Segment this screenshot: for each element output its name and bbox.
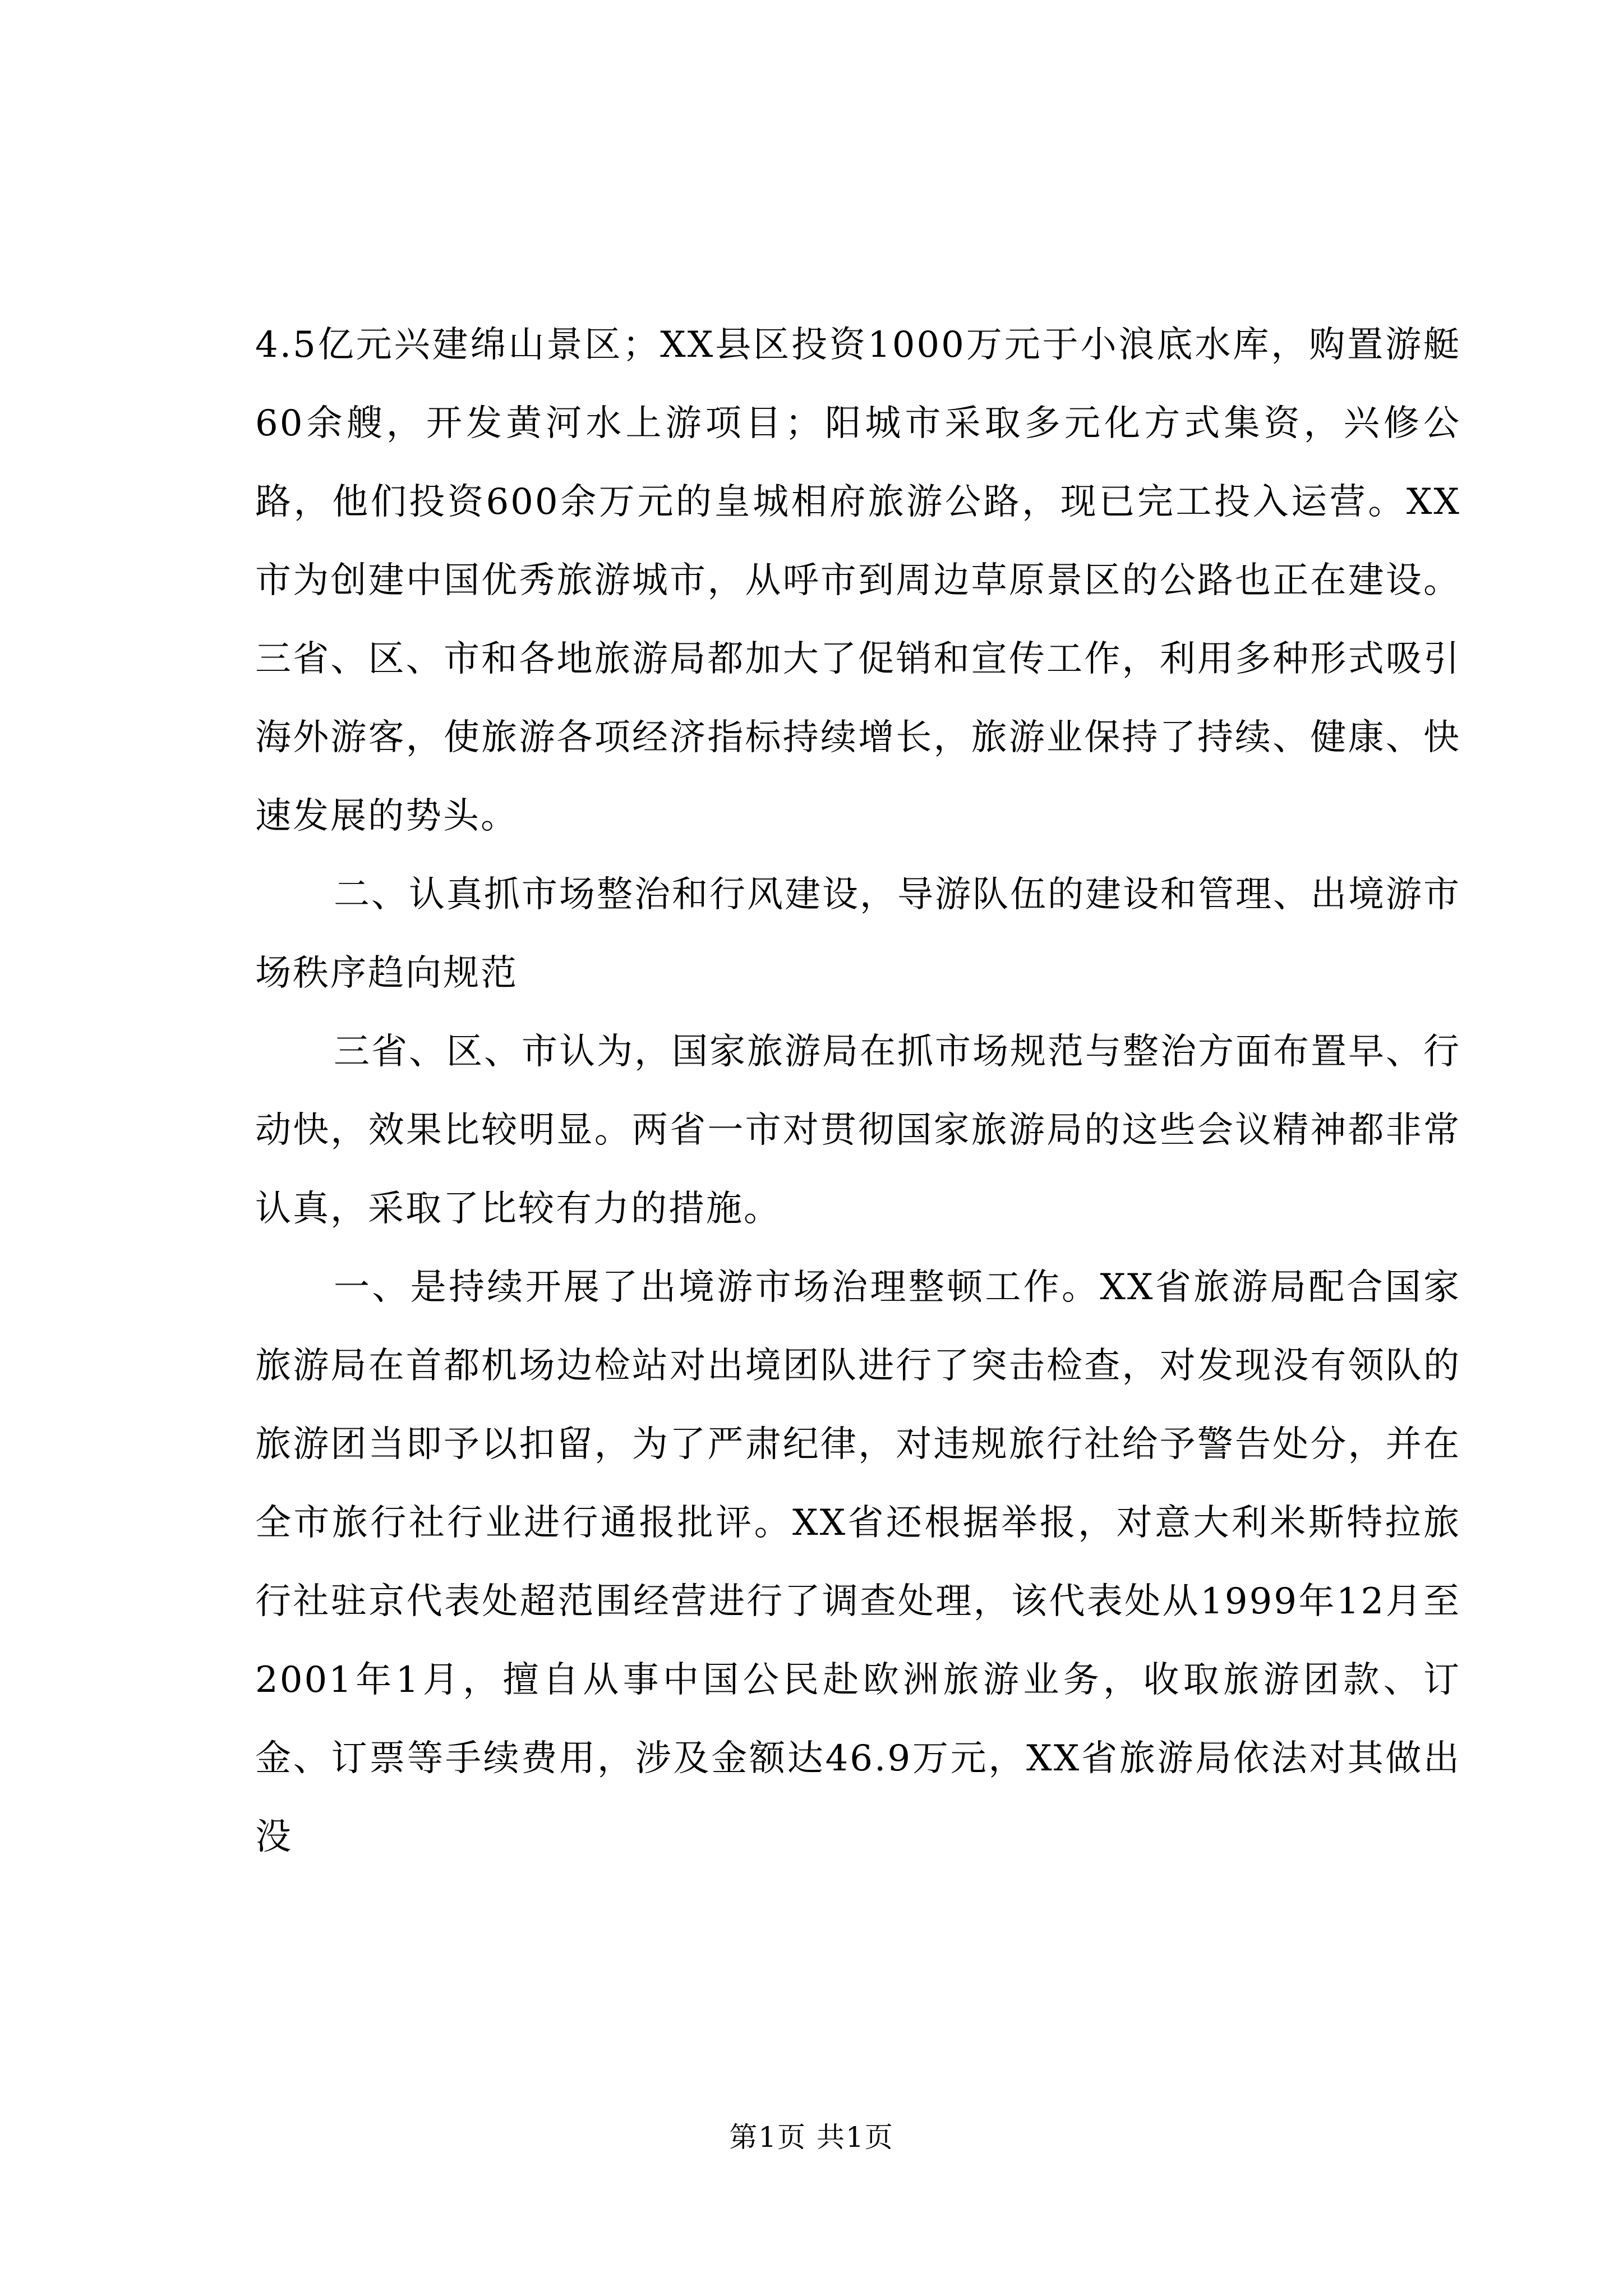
document-body: [255, 306, 1461, 1876]
paragraph-3: 一、是持续开展了出境游市场治理整顿工作。XX省旅游局配合国家旅游局在首都机场边检站对出境团队进行了突击检查，对发现没有领队的旅游团当即予以扣留，为了严肃纪律，对违规旅行社给予警告处分，并在全市旅行社行业进行通报批评。XX省还根据举报，对意大利米斯特拉旅行社驻京代表处超范围经营进行了调查处理，该代表处从1999年12月至2001年1月，擅自从事中国公民赴欧洲旅游业务，收取旅游团款、订金、订票等手续费用，涉及金额达46.9万元，XX省旅游局依法对其做出没: [255, 1267, 1461, 1858]
page-footer: 第1页 共1页: [729, 2121, 894, 2154]
paragraph-2: 三省、区、市认为，国家旅游局在抓市场规范与整治方面布置早、行动快，效果比较明显。两省一市对贯彻国家旅游局的这些会议精神都非常认真，采取了比较有力的措施。: [255, 1031, 1461, 1230]
paragraph-1: 4.5亿元兴建绵山景区；XX县区投资1000万元于小浪底水库，购置游艇60余艘，开发黄河水上游项目；阳城市采取多元化方式集资，兴修公路，他们投资600余万元的皇城相府旅游公路，现已完工投入运营。XX市为创建中国优秀旅游城市，从呼市到周边草原景区的公路也正在建设。三省、区、市和各地旅游局都加大了促销和宣传工作，利用多种形式吸引海外游客，使旅游各项经济指标持续增长，旅游业保持了持续、健康、快速发展的势头。: [255, 324, 1461, 837]
section-heading: 二、认真抓市场整治和行风建设，导游队伍的建设和管理、出境游市场秩序趋向规范: [255, 874, 1461, 994]
